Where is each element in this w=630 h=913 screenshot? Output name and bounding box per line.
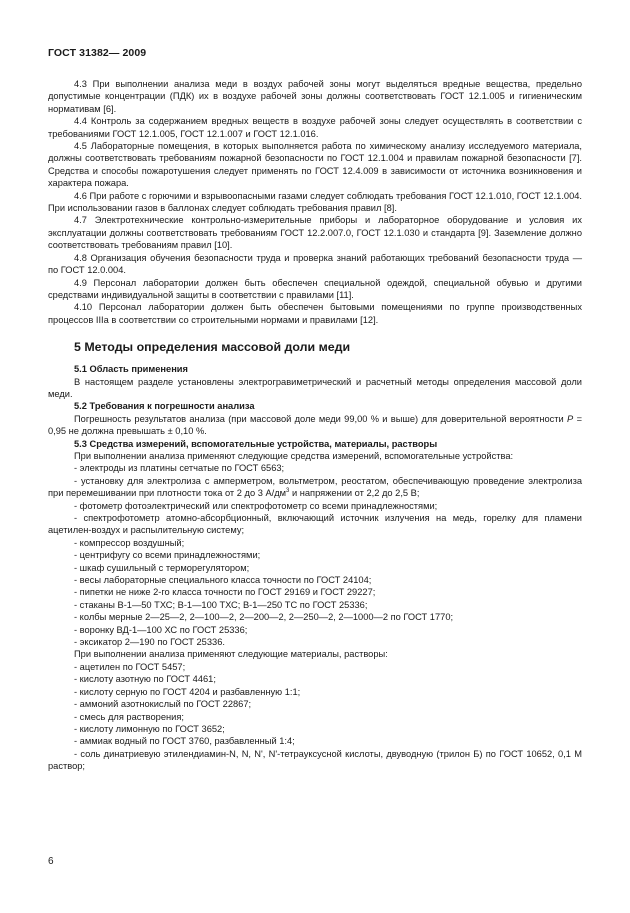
accuracy-text-b: = 0,95 не должна превышать ± 0,10 %. <box>48 413 582 437</box>
equipment-item: - воронку ВД-1—100 ХС по ГОСТ 25336; <box>74 624 248 635</box>
materials-list <box>48 661 582 773</box>
safety-paragraph: 4.7 Электротехнические контрольно-измерительные приборы и лабораторное оборудование и условия их эксплуатации должны соответствовать требованиям ГОСТ 12.2.007.0, ГОСТ 12.1.030 и стандарта [9]. Заземление должно соответствовать требованиям правил [10]. <box>48 215 582 251</box>
material-item: - кислоту серную по ГОСТ 4204 и разбавленную 1:1; <box>74 686 301 697</box>
equipment-list <box>48 500 582 649</box>
material-item: - аммоний азотнокислый по ГОСТ 22867; <box>74 699 252 710</box>
subsection-title-5-3: 5.3 Средства измерений, вспомогательные устройства, материалы, растворы <box>74 438 438 449</box>
subsection-title-5-2: 5.2 Требования к погрешности анализа <box>74 401 255 412</box>
safety-paragraph: 4.4 Контроль за содержанием вредных веществ в воздухе рабочей зоны следует осуществлять в соответствии с требованиями ГОСТ 12.1.005, ГОСТ 12.1.007 и ГОСТ 12.1.016. <box>48 116 582 139</box>
subsection-title-5-1: 5.1 Область применения <box>74 364 188 375</box>
material-item: - смесь для растворения; <box>74 711 184 722</box>
accuracy-text-a: Погрешность результатов анализа (при массовой доле меди 99,00 % и выше) для доверительной вероятности <box>74 413 564 424</box>
cubic-superscript: 3 <box>286 488 290 495</box>
safety-paragraph: 4.8 Организация обучения безопасности труда и проверка знаний работающих требований безопасности труда — по ГОСТ 12.0.004. <box>48 252 582 276</box>
safety-paragraph: 4.6 При работе с горючими и взрывоопасными газами следует соблюдать требования ГОСТ 12.1.010, ГОСТ 12.1.004. При использовании газов в баллонах следует соблюдать требования правил [8]. <box>48 190 582 214</box>
equipment-item: - компрессор воздушный; <box>74 537 185 548</box>
materials-intro: При выполнении анализа применяют следующие материалы, растворы: <box>74 649 388 660</box>
equipment-item: - спектрофотометр атомно-абсорбционный, включающий источник излучения на медь, горелку для пламени ацетилен-воздух и распылительную систему; <box>48 513 582 536</box>
standard-header: ГОСТ 31382— 2009 <box>48 47 147 59</box>
material-item: - кислоту азотную по ГОСТ 4461; <box>74 674 216 685</box>
material-item: - соль динатриевую этилендиамин-N, N, N', N'-тетрауксусной кислоты, двуводную (трилон Б) по ГОСТ 10652, 0,1 М раствор; <box>48 748 582 772</box>
subsection-text-5-2 <box>48 413 582 438</box>
subsection-text-5-1: В настоящем разделе установлены электрогравиметрический и расчетный методы определения массовой доли меди. <box>48 376 582 399</box>
equipment-item: - пипетки не ниже 2-го класса точности по ГОСТ 29169 и ГОСТ 29227; <box>74 587 376 598</box>
equipment-intro: При выполнении анализа применяют следующие средства измерений, вспомогательные устройства: <box>74 450 514 461</box>
safety-paragraph: 4.9 Персонал лаборатории должен быть обеспечен специальной одеждой, специальной обувью и другими средствами индивидуальной защиты в соответствии с правилами [11]. <box>48 277 582 300</box>
material-item: - кислоту лимонную по ГОСТ 3652; <box>74 723 225 734</box>
equipment-item: - колбы мерные 2—25—2, 2—100—2, 2—200—2, 2—250—2, 2—1000—2 по ГОСТ 1770; <box>74 612 454 623</box>
equipment-item <box>48 475 582 500</box>
material-item: - ацетилен по ГОСТ 5457; <box>74 661 186 672</box>
electrolysis-text-b: и напряжении от 2,2 до 2,5 В; <box>289 488 420 499</box>
equipment-item: - фотометр фотоэлектрический или спектрофотометр со всеми принадлежностями; <box>74 500 438 511</box>
equipment-item: - стаканы В-1—50 ТХС; В-1—100 ТХС; В-1—250 ТС по ГОСТ 25336; <box>74 599 368 610</box>
electrolysis-text-a: - установку для электролиза с амперметром, вольтметром, реостатом, обеспечивающую проведение электролиза при перемешивании при плотности тока от 2 до 3 А/дм <box>48 475 582 499</box>
equipment-item: - эксикатор 2—190 по ГОСТ 25336. <box>74 637 225 648</box>
equipment-item: - центрифугу со всеми принадлежностями; <box>74 550 261 561</box>
safety-paragraph: 4.3 При выполнении анализа меди в воздух рабочей зоны могут выделяться вредные вещества, предельно допустимые концентрации (ПДК) их в воздухе рабочей зоны должны соответствовать ГОСТ 12.1.005 и гигиеническим нормативам [6]. <box>48 79 582 114</box>
equipment-item: - шкаф сушильный с терморегулятором; <box>74 562 250 573</box>
page-number: 6 <box>48 856 54 867</box>
page-content <box>48 78 582 773</box>
equipment-item: - весы лабораторные специального класса точности по ГОСТ 24104; <box>74 575 372 586</box>
safety-paragraph: 4.5 Лабораторные помещения, в которых выполняется работа по химическому анализу исследуемого материала, должны соответствовать требованиям пожарной безопасности по ГОСТ 12.1.004 и правилам пожарной безопасности [7]. Средства и способы пожаротушения следует применять по ГОСТ 12.4.009 в зависимости от источника возникновения и характера пожара. <box>48 141 582 189</box>
equipment-item: - электроды из платины сетчатые по ГОСТ 6563; <box>74 463 285 474</box>
material-item: - аммиак водный по ГОСТ 3760, разбавленный 1:4; <box>74 736 295 747</box>
safety-paragraph: 4.10 Персонал лаборатории должен быть обеспечен бытовыми помещениями по группе производственных процессов IIIа в соответствии со строительными нормами и правилами [12]. <box>48 302 582 325</box>
section-title: 5 Методы определения массовой доли меди <box>74 340 351 355</box>
probability-symbol: P <box>567 413 574 424</box>
safety-requirements <box>48 78 582 326</box>
